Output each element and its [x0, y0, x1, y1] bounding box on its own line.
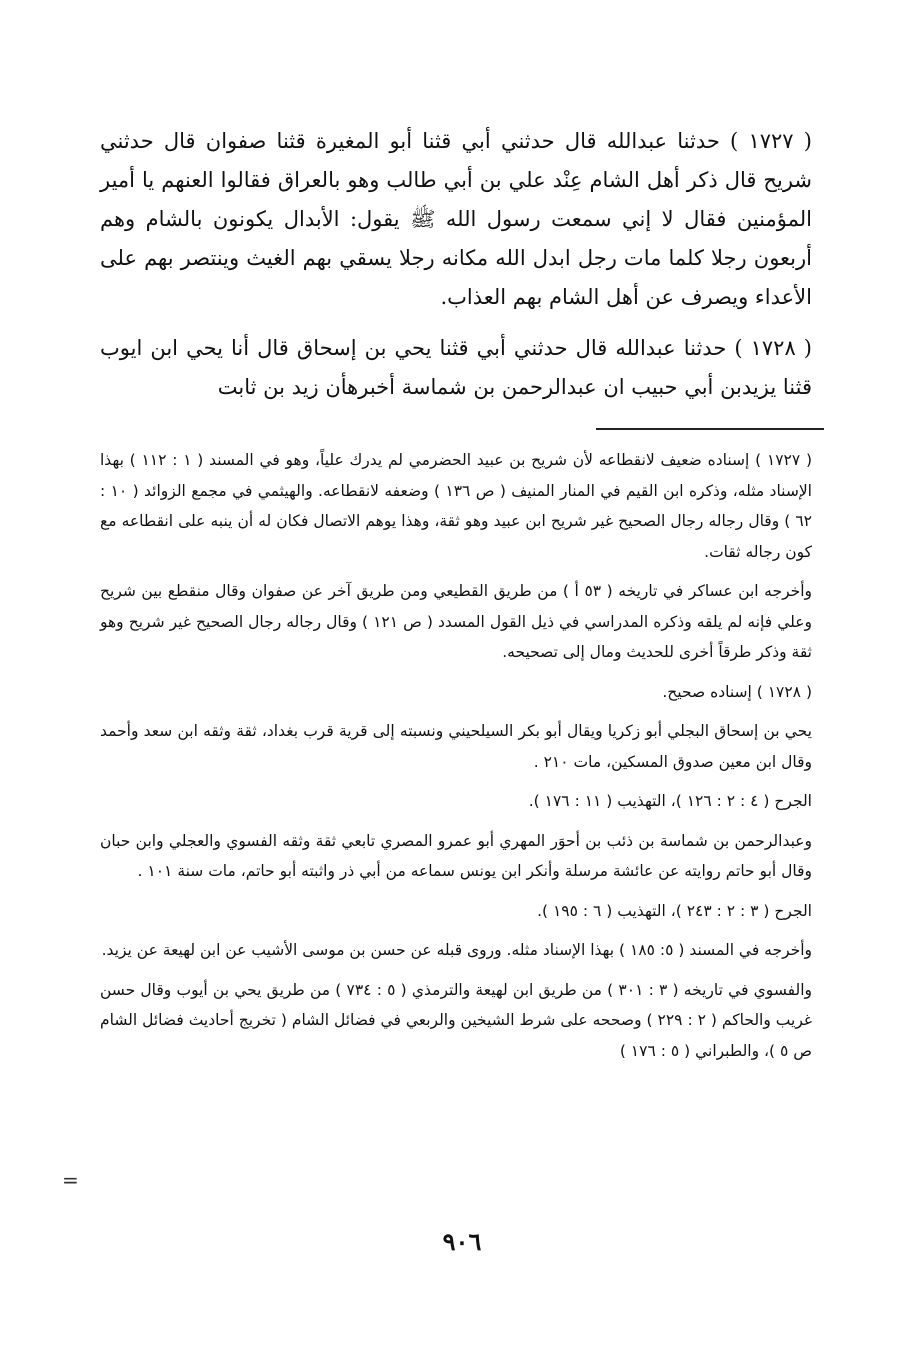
- hadith-1727: ( ١٧٢٧ ) حدثنا عبدالله قال حدثني أبي قثنا أبو المغيرة قثنا صفوان قال حدثني شريح قال ذكر أهل الشام عِنْد علي بن أبي طالب وهو بالعراق فقالوا العنهم يا أمير المؤمنين فقال لا إني سمعت رسول الله ﷺ يقول: الأبدال يكونون بالشام وهم أربعون رجلا كلما مات رجل ابدل الله مكانه رجلا يسقي بهم الغيث وينتصر بهم على الأعداء ويصرف عن أهل الشام بهم العذاب.: [100, 129, 812, 309]
- footnote-separator: [596, 428, 824, 430]
- footnote-musnad: وأخرجه في المسند ( ٥: ١٨٥ ) بهذا الإسناد مثله. وروى قبله عن حسن بن موسى الأشيب عن ابن لهيعة عن يزيد.: [101, 941, 812, 959]
- hadith-text: [100, 122, 812, 419]
- continuation-mark: =: [62, 1168, 79, 1192]
- footnote-narrator-yahya: يحي بن إسحاق البجلي أبو زكريا ويقال أبو بكر السيلحيني ونسبته إلى قرية قرب بغداد، ثقة وثقه ابن سعد وأحمد وقال ابن معين صدوق المسكين، مات ٢١٠ .: [100, 722, 812, 771]
- footnote-1727-isnad: ( ١٧٢٧ ) إسناده ضعيف لانقطاعه لأن شريح بن عبيد الحضرمي لم يدرك علياً، وهو في المسند ( ١ : ١١٢ ) بهذا الإسناد مثله، وذكره ابن القيم في المنار المنيف ( ص ١٣٦ ) وضعفه لانقطاعه. والهيثمي في مجمع الزوائد ( ١٠ : ٦٢ ) وقال رجاله رجال الصحيح غير شريح ابن عبيد وهو ثقة، وهذا يوهم الاتصال فكان له أن ينبه على انقطاعه مع كون رجاله ثقات.: [100, 451, 812, 561]
- footnote-reference-abdulrahman: الجرح ( ٣ : ٢ : ٢٤٣ )، التهذيب ( ٦ : ١٩٥ ).: [537, 901, 812, 920]
- footnote-1728-isnad: ( ١٧٢٨ ) إسناده صحيح.: [662, 682, 812, 701]
- footnote-other-sources: والفسوي في تاريخه ( ٣ : ٣٠١ ) من طريق ابن لهيعة والترمذي ( ٥ : ٧٣٤ ) من طريق يحي بن أيوب وقال حسن غريب والحاكم ( ٢ : ٢٢٩ ) وصححه على شرط الشيخين والربعي في فضائل الشام ( تخريج أحاديث فضائل الشام ص ٥ )، والطبراني ( ٥ : ١٧٦ ): [100, 980, 812, 1060]
- footnote-reference-yahya: الجرح ( ٤ : ٢ : ١٢٦ )، التهذيب ( ١١ : ١٧٦ ).: [528, 792, 812, 810]
- footnotes: [100, 445, 812, 1075]
- footnote-1727-takhrij: وأخرجه ابن عساكر في تاريخه ( ٥٣ أ ) من طريق القطيعي ومن طريق آخر عن صفوان وقال منقطع بين شريح وعلي فإنه لم يلقه وذكره المدراسي في ذيل القول المسدد ( ص ١٢١ ) وقال رجاله رجال الصحيح غير شريح وهو ثقة وذكر طرقاً أخرى للحديث ومال إلى تصحيحه.: [100, 582, 813, 661]
- footnote-narrator-abdulrahman: وعبدالرحمن بن شماسة بن ذئب بن أحوَر المهري أبو عمرو المصري تابعي ثقة وثقه الفسوي والعجلي وابن حبان وقال أبو حاتم روايته عن عائشة مرسلة وأنكر ابن يونس سماعه من أبي ذر واثبته أبو حاتم، مات سنة ١٠١ .: [100, 831, 812, 880]
- page-number: ٩٠٦: [442, 1227, 482, 1256]
- hadith-1728: ( ١٧٢٨ ) حدثنا عبدالله قال حدثني أبي قثنا يحي بن إسحاق قال أنا يحي ابن ايوب قثنا يزيدبن أبي حبيب ان عبدالرحمن بن شماسة أخبرهأن زيد بن ثابت: [100, 336, 812, 399]
